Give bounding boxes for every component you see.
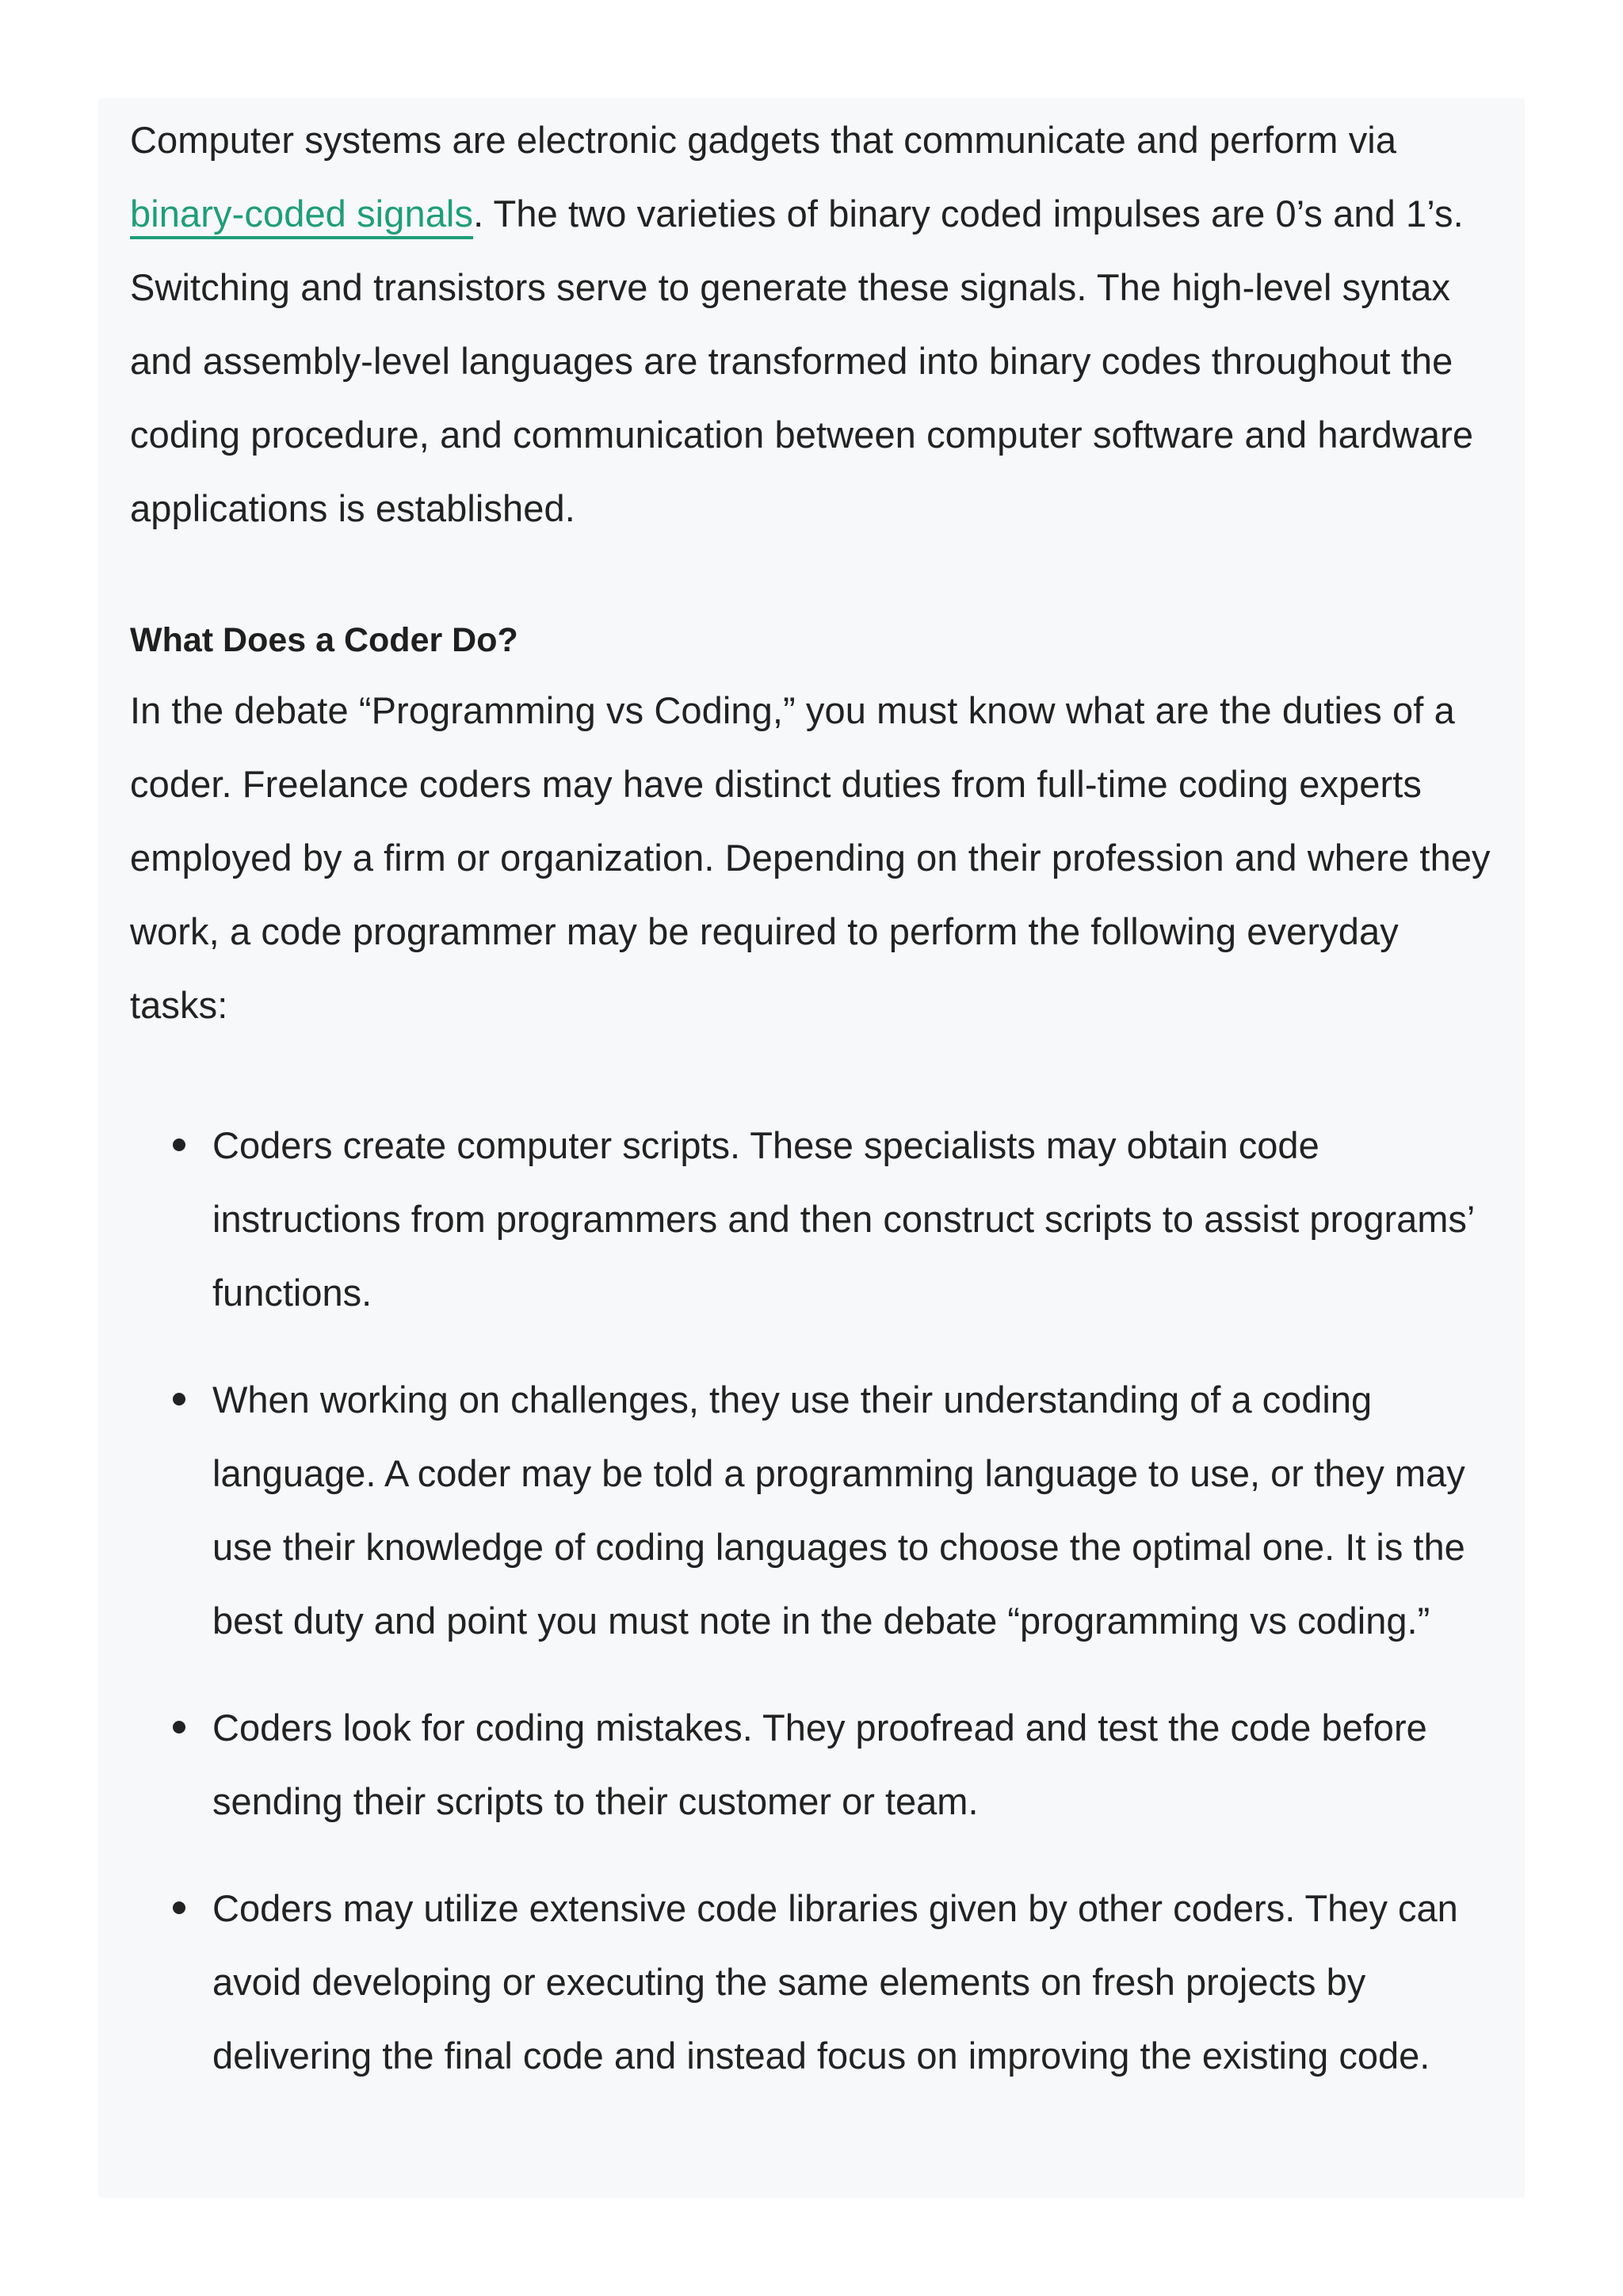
list-item-text: Coders may utilize extensive code libraries given by other coders. They can avoid developing or executing the same elements on fresh projects by delivering the final code and instead focus on improving the existing code.: [212, 1887, 1458, 2077]
section-paragraph: In the debate “Programming vs Coding,” you must know what are the duties of a coder. Freelance coders may have distinct duties from full-time coding experts employed by a firm or organization. Depending on their profession and where they work, a code programmer may be required to perform the following everyday tasks:: [130, 689, 1491, 1026]
list-item: [130, 1363, 1501, 1657]
task-list: [130, 1108, 1501, 2092]
intro-text-end: . The two varieties of binary coded impulses are 0’s and 1’s. Switching and transistors serve to generate these signals. The high-level syntax and assembly-level languages are transformed into binary codes throughout the coding procedure, and communication between computer software and hardware applications is established.: [130, 193, 1474, 529]
bullet-icon: [173, 1393, 185, 1405]
bullet-icon: [173, 1721, 185, 1733]
intro-paragraph: [130, 103, 1501, 545]
list-item-text: When working on challenges, they use their understanding of a coding language. A coder may be told a programming language to use, or they may use their knowledge of coding languages to choose the optimal one. It is the best duty and point you must note in the debate “programming vs coding.”: [212, 1379, 1465, 1642]
list-item: [130, 1108, 1501, 1329]
intro-text-start: Computer systems are electronic gadgets that communicate and perform via: [130, 119, 1397, 161]
list-item-text: Coders create computer scripts. These specialists may obtain code instructions from programmers and then construct scripts to assist programs’ functions.: [212, 1124, 1474, 1314]
list-item-text: Coders look for coding mistakes. They proofread and test the code before sending their scripts to their customer or team.: [212, 1707, 1427, 1822]
bullet-icon: [173, 1901, 185, 1914]
article-content: [98, 98, 1525, 2198]
section-heading: What Does a Coder Do?: [130, 621, 518, 659]
binary-coded-signals-link[interactable]: binary-coded signals: [130, 193, 473, 239]
list-item: [130, 1691, 1501, 1838]
bullet-icon: [173, 1138, 185, 1151]
list-item: [130, 1871, 1501, 2092]
